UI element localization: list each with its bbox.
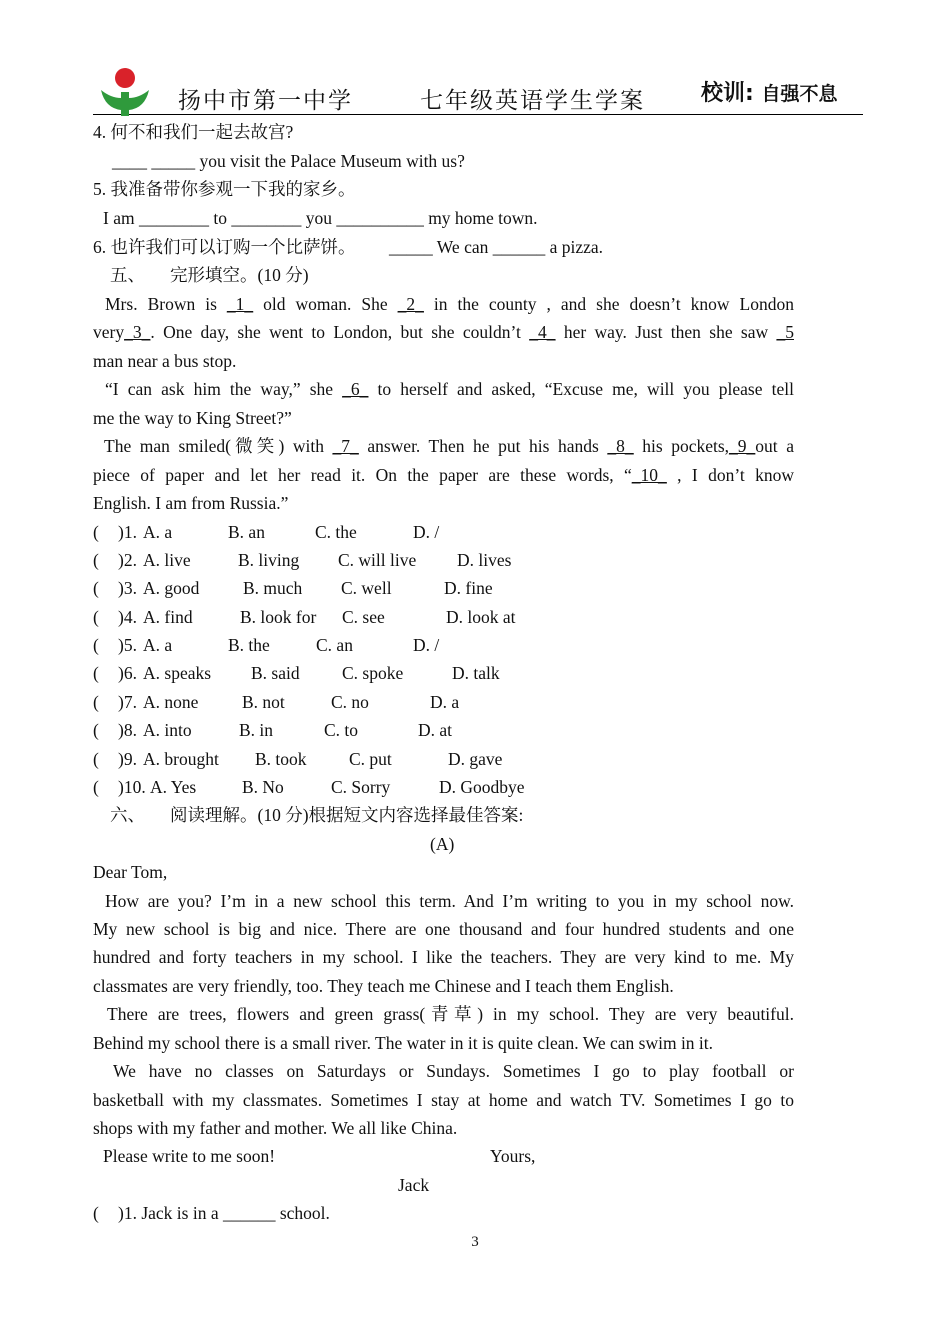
translation-4-cn: 4. 何不和我们一起去故宫? [93, 122, 294, 142]
letter-yours: Yours, [490, 1146, 536, 1166]
motto-value: 自强不息 [761, 83, 838, 105]
translation-5-en: I am ________ to ________ you __________ my home town. [103, 208, 538, 228]
letter-line: Behind my school there is a small river. The water in it is quite clean. We can swim in it. [93, 1033, 714, 1053]
page-header [93, 62, 863, 115]
blank-9[interactable]: _9_ [729, 436, 756, 456]
letter-line: classmates are very friendly, too. They teach me Chinese and I teach them English. [93, 976, 674, 996]
blank-10[interactable]: _10_ [631, 465, 667, 485]
letter-line: There are trees, flowers and green grass(青草) in my school. They are very beautiful. [107, 1004, 794, 1024]
letter-signature: Jack [398, 1175, 430, 1195]
blank-6[interactable]: _6_ [342, 379, 369, 399]
blank-8[interactable]: _8_ [607, 436, 634, 456]
translation-5-cn: 5. 我准备带你参观一下我的家乡。 [93, 179, 356, 199]
page-number: 3 [471, 1234, 479, 1250]
school-motto [701, 76, 838, 107]
reading-heading: 阅读理解。(10 分)根据短文内容选择最佳答案: [170, 805, 524, 825]
course-title: 七年级英语学生学案 [420, 88, 645, 114]
motto-label: 校训: [701, 81, 754, 106]
blank-4[interactable]: _4_ [529, 322, 556, 342]
cloze-heading: 完形填空。(10 分) [170, 265, 309, 285]
cloze-line-1: Mrs. Brown is _1_ old woman. She _2_ in the county , and she doesn’t know London [105, 294, 794, 314]
school-name: 扬中市第一中学 [178, 88, 353, 114]
translation-6-cn: 6. 也许我们可以订购一个比萨饼。 [93, 237, 356, 257]
translation-6-en: _____ We can ______ a pizza. [389, 237, 604, 257]
cloze-line-8: English. I am from Russia.” [93, 493, 289, 513]
cloze-line-4: “I can ask him the way,” she _6_ to herself and asked, “Excuse me, will you please tell [105, 379, 794, 399]
blank-5[interactable]: _5 [776, 322, 794, 342]
letter-line: We have no classes on Saturdays or Sundays. Sometimes I go to play football or [113, 1061, 794, 1081]
blank-3[interactable]: _3_ [124, 322, 151, 342]
reading-heading-num: 六、 [110, 805, 145, 825]
cloze-heading-num: 五、 [110, 265, 145, 285]
letter-line: My new school is big and nice. There are one thousand and four hundred students and one [93, 919, 794, 939]
letter-line: shops with my father and mother. We all like China. [93, 1118, 458, 1138]
blank-2[interactable]: _2_ [397, 294, 424, 314]
reading-part-label: (A) [430, 834, 455, 854]
cloze-line-7: piece of paper and let her read it. On the paper are these words, “_10_ , I don’t know [93, 465, 794, 485]
letter-line: hundred and forty teachers in my school. I like the teachers. They are very kind to me. My [93, 947, 794, 967]
cloze-line-2: very_3_. One day, she went to London, but she couldn’t _4_ her way. Just then she saw _5 [93, 322, 794, 342]
cloze-line-3: man near a bus stop. [93, 351, 237, 371]
letter-line: basketball with my classmates. Sometimes I stay at home and watch TV. Sometimes I go to [93, 1090, 794, 1110]
letter-salutation: Dear Tom, [93, 862, 168, 882]
blank-7[interactable]: _7_ [332, 436, 359, 456]
letter-closing: Please write to me soon! [103, 1146, 276, 1166]
blank-1[interactable]: _1_ [226, 294, 254, 314]
letter-line: How are you? I’m in a new school this term. And I’m writing to you in my school now. [105, 891, 794, 911]
school-logo-icon [99, 68, 151, 118]
translation-4-en: ____ _____ you visit the Palace Museum with us? [112, 151, 465, 171]
cloze-line-5: me the way to King Street?” [93, 408, 292, 428]
cloze-line-6: The man smiled(微笑) with _7_ answer. Then he put his hands _8_ his pockets,_9_out a [104, 436, 794, 456]
